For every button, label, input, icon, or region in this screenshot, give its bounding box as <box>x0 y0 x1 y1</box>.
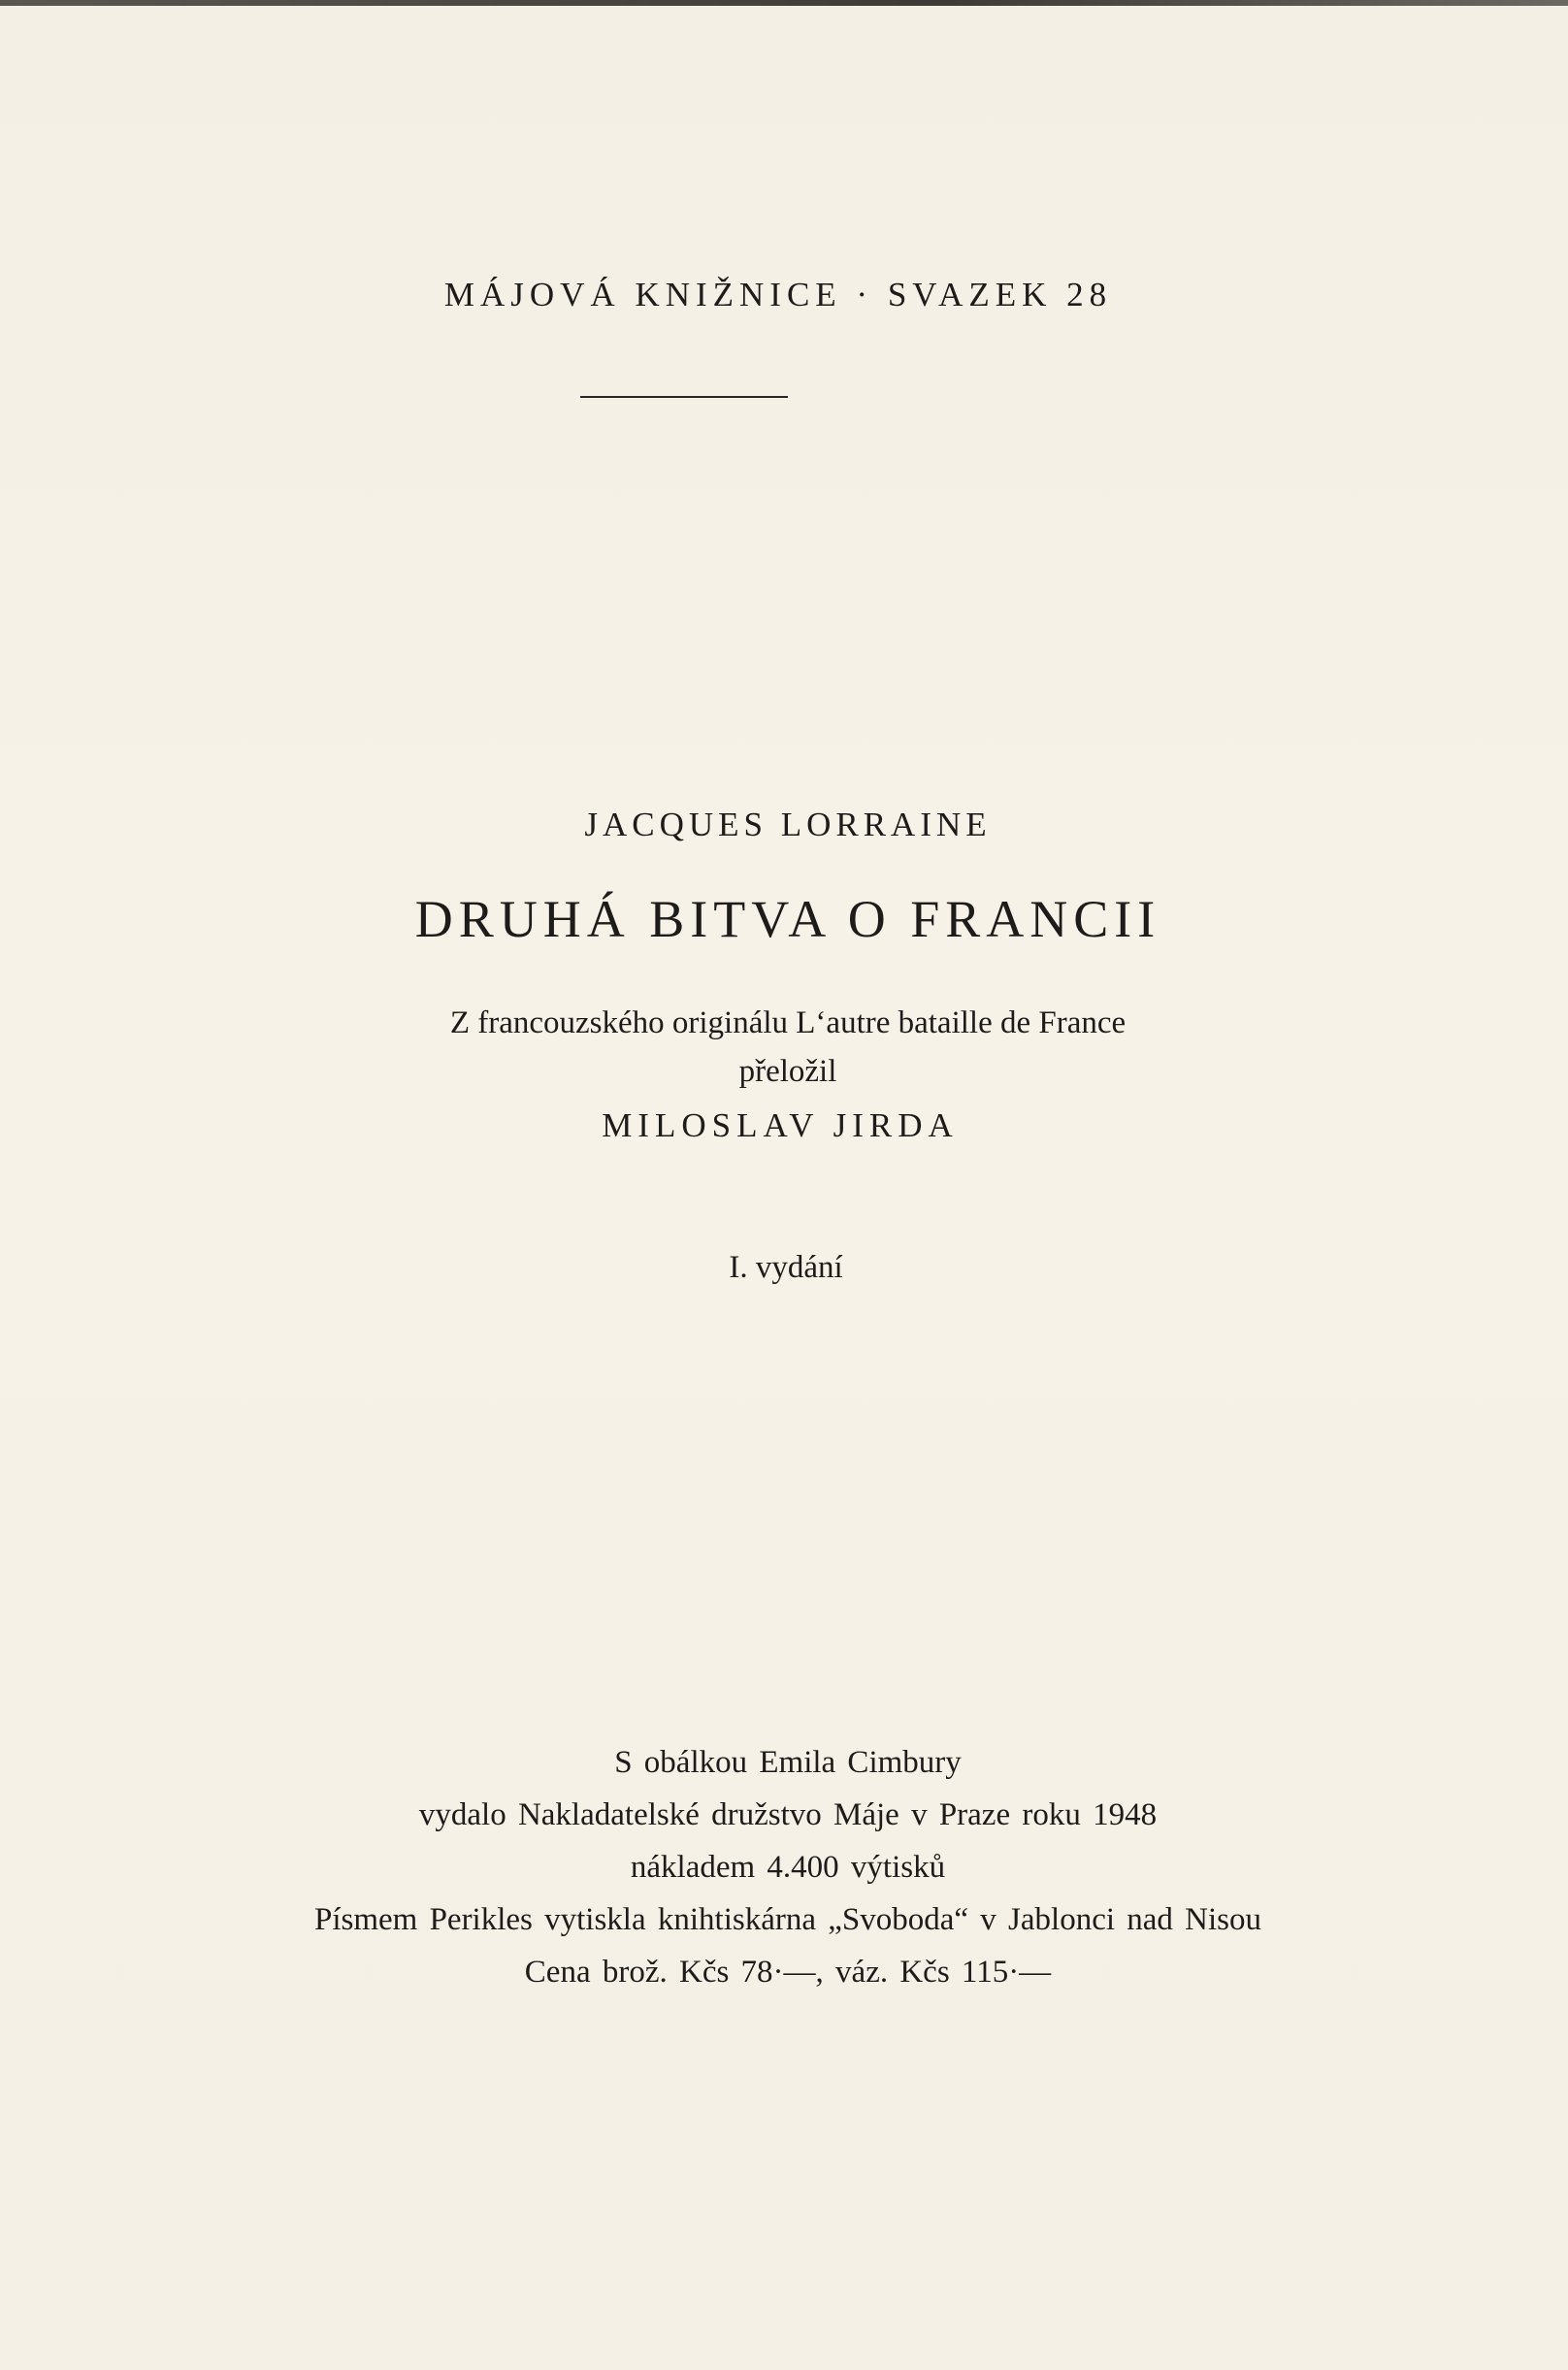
translated-by-label: přeložil <box>738 1054 837 1089</box>
horizontal-rule <box>580 396 788 398</box>
imprint-line: nákladem 4.400 výtisků <box>630 1850 946 1885</box>
book-title: DRUHÁ BITVA O FRANCII <box>414 890 1161 948</box>
imprint-line: Písmem Perikles vytiskla knihtiskárna „Svoboda“ v Jablonci nad Nisou <box>313 1902 1262 1937</box>
price-line: Cena brož. Kčs 78·—, váz. Kčs 115·— <box>524 1955 1052 1990</box>
imprint-line: vydalo Nakladatelské družstvo Máje v Praze roku 1948 <box>418 1797 1158 1832</box>
page-top-edge <box>0 0 1568 6</box>
author-name: JACQUES LORRAINE <box>584 806 992 843</box>
edition-note: I. vydání <box>729 1250 843 1285</box>
original-title-line: Z francouzského originálu L‘autre bataille de France <box>449 1005 1127 1040</box>
imprint-line: S obálkou Emila Cimbury <box>614 1745 962 1780</box>
translator-name: MILOSLAV JIRDA <box>602 1106 959 1144</box>
series-line: MÁJOVÁ KNIŽNICE · SVAZEK 28 <box>443 276 1113 313</box>
